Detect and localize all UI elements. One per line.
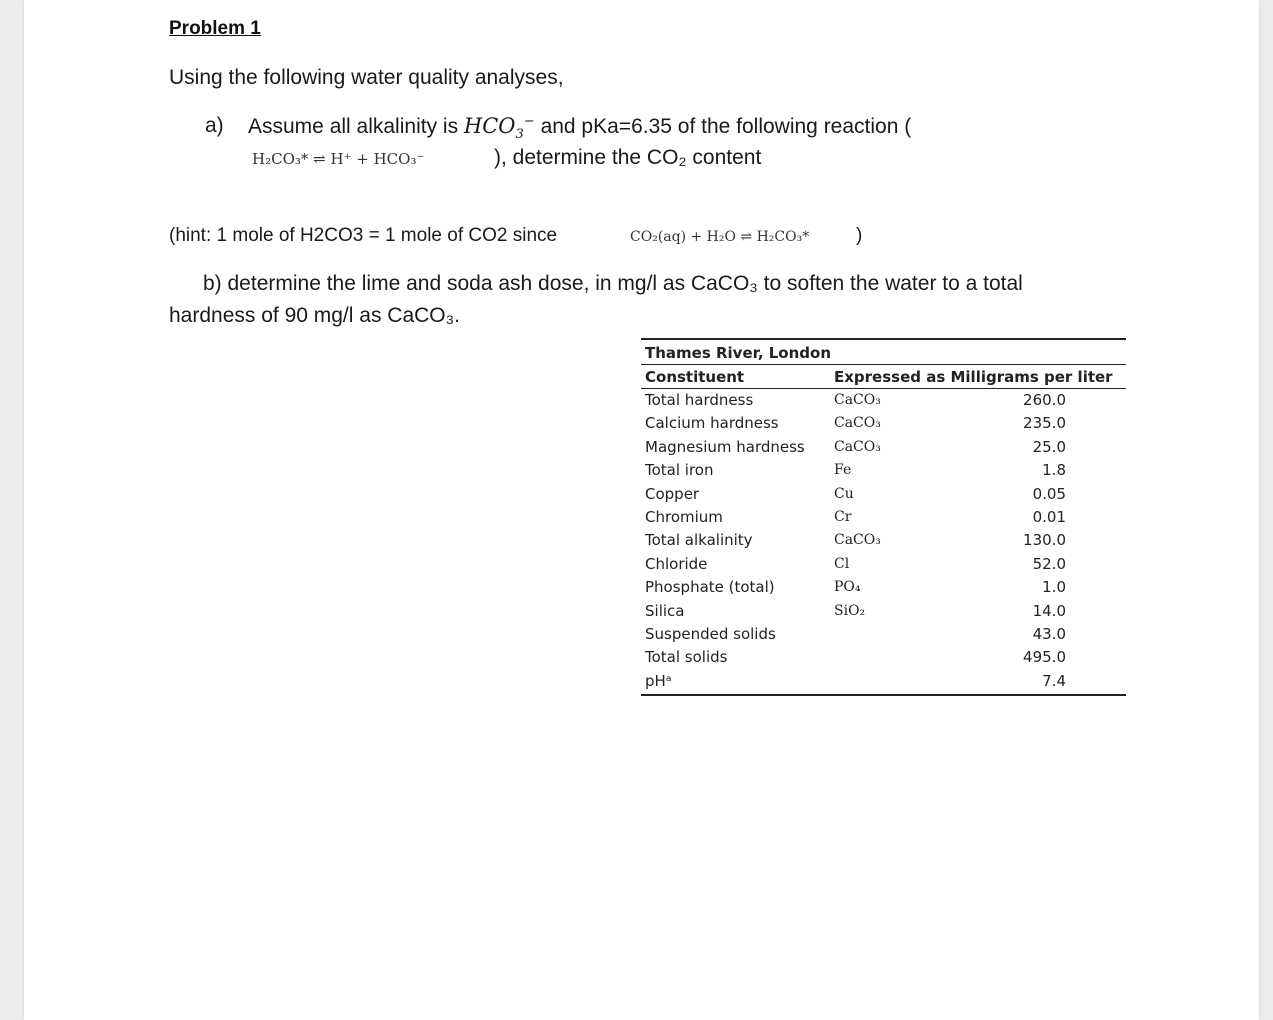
table-cell-value: 43.0 — [1032, 625, 1066, 643]
table-cell-unit: Fe — [834, 462, 852, 479]
table-cell-constituent: pHᵃ — [645, 671, 672, 690]
table-cell-value: 1.0 — [1042, 578, 1066, 597]
water-quality-table — [641, 338, 1126, 696]
table-cell-value: 495.0 — [1023, 648, 1066, 667]
table-cell-constituent: Suspended solids — [645, 625, 776, 643]
table-cell-unit: PO₄ — [834, 579, 861, 596]
part-a-text-2: and pKa=6.35 of the following reaction ( — [540, 115, 912, 138]
table-title-rule — [641, 364, 1126, 365]
table-cell-unit: SiO₂ — [834, 602, 866, 619]
table-cell-value: 0.05 — [1032, 484, 1066, 503]
table-cell-constituent: Total alkalinity — [645, 531, 753, 550]
table-cell-value: 7.4 — [1042, 671, 1066, 690]
table-cell-value: 130.0 — [1023, 531, 1066, 550]
table-cell-value: 0.01 — [1032, 508, 1066, 526]
table-title: Thames River, London — [645, 344, 832, 362]
hint-reaction: CO₂(aq) + H₂O ⇌ H₂CO₃* — [630, 229, 810, 245]
header-constituent: Constituent — [645, 368, 745, 386]
table-cell-value: 14.0 — [1032, 601, 1066, 620]
table-cell-unit: Cl — [834, 555, 850, 572]
table-cell-constituent: Copper — [645, 484, 700, 503]
table-cell-constituent: Chromium — [645, 508, 723, 526]
part-b-line-2: hardness of 90 mg/l as CaCO₃. — [169, 304, 461, 327]
table-cell-unit: CaCO₃ — [834, 532, 881, 549]
table-cell-value: 260.0 — [1023, 391, 1066, 409]
hco3-formula: $HCO_3^-$ — [463, 114, 535, 143]
table-cell-constituent: Total hardness — [645, 391, 754, 409]
part-a-reaction: H₂CO₃* ⇌ H⁺ + HCO₃⁻ — [252, 150, 425, 168]
table-cell-unit: CaCO₃ — [834, 438, 881, 455]
table-cell-value: 52.0 — [1032, 554, 1066, 573]
table-cell-unit: Cr — [834, 509, 852, 525]
table-bottom-rule — [641, 694, 1126, 696]
table-header-rule — [641, 388, 1126, 389]
hint-close: ) — [856, 225, 863, 246]
part-a-text-3: ), determine the CO₂ content — [494, 146, 762, 169]
table-top-rule — [641, 338, 1126, 340]
table-cell-unit: Cu — [834, 485, 854, 502]
table-cell-constituent: Silica — [645, 601, 685, 620]
part-a-text-1: Assume all alkalinity is — [248, 115, 459, 138]
table-cell-constituent: Magnesium hardness — [645, 437, 805, 456]
table-cell-constituent: Phosphate (total) — [645, 578, 775, 597]
table-cell-constituent: Chloride — [645, 554, 708, 573]
table-cell-value: 25.0 — [1032, 437, 1066, 456]
part-b-line-1: b) determine the lime and soda ash dose, in mg/l as CaCO₃ to soften the water to a total — [203, 272, 1023, 295]
table-cell-unit: CaCO₃ — [834, 415, 881, 432]
header-expressed: Expressed as Milligrams per liter — [834, 368, 1113, 386]
intro-text: Using the following water quality analyses, — [169, 66, 564, 89]
table-cell-unit: CaCO₃ — [834, 392, 881, 408]
table-cell-constituent: Total iron — [645, 461, 714, 480]
problem-title: Problem 1 — [169, 18, 261, 39]
hint-text: (hint: 1 mole of H2CO3 = 1 mole of CO2 since — [169, 225, 558, 246]
part-a-line-1 — [248, 114, 912, 143]
table-cell-constituent: Calcium hardness — [645, 414, 779, 433]
table-cell-value: 1.8 — [1042, 461, 1066, 480]
part-a-marker: a) — [205, 114, 224, 137]
table-cell-constituent: Total solids — [645, 648, 728, 667]
table-cell-value: 235.0 — [1023, 414, 1066, 433]
